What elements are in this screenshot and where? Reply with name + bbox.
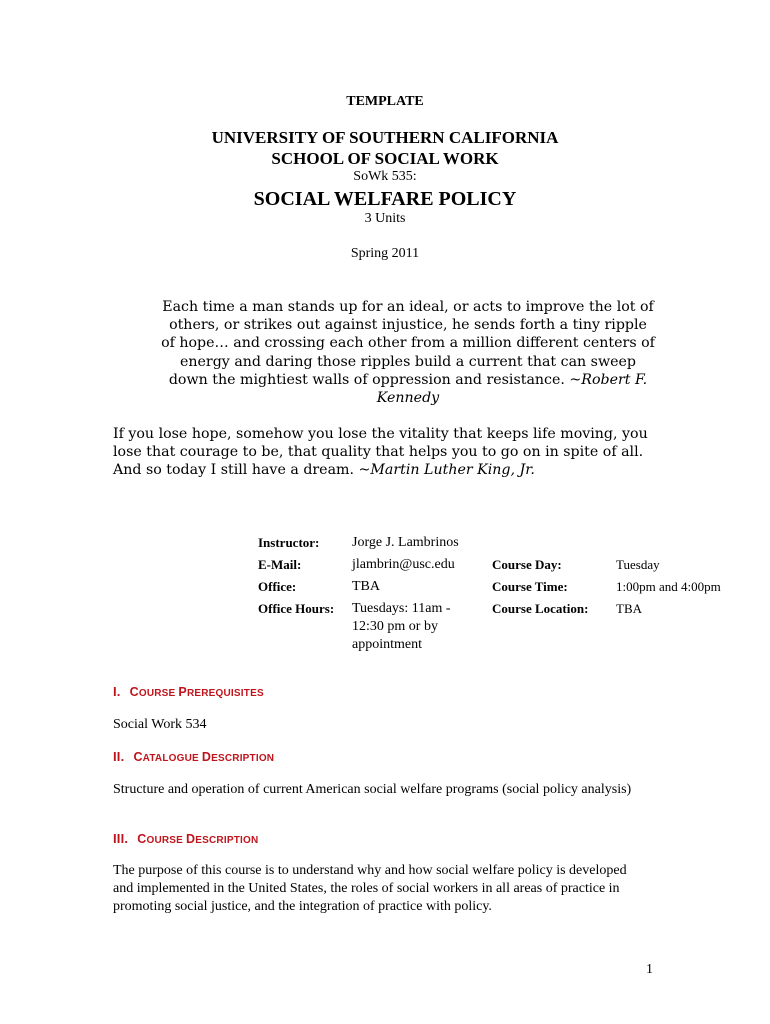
instructor-value: Jorge J. Lambrinos xyxy=(352,535,459,550)
course-time-label: Course Time: xyxy=(492,579,568,594)
instructor-label: Instructor: xyxy=(258,535,320,550)
heading-rest: OURSE xyxy=(138,688,179,699)
course-day-value: Tuesday xyxy=(616,557,660,572)
course-day-label: Course Day: xyxy=(492,557,562,572)
section-numeral: III. xyxy=(113,831,129,846)
page-number: 1 xyxy=(646,962,653,977)
office-value: TBA xyxy=(352,579,380,594)
heading-rest: ESCRIPTION xyxy=(211,753,275,764)
email-label: E-Mail: xyxy=(258,557,302,572)
template-label: TEMPLATE xyxy=(346,94,424,109)
kennedy-quote xyxy=(160,298,656,407)
kennedy-quote-text: Each time a man stands up for an ideal, or acts to improve the lot of others, or strikes out against injustice, he sends forth a tiny ripple of hope… and crossing each other from a million different centers of energy and daring those ripples build a current that can sweep down the mightiest walls of oppression and resistance. xyxy=(161,299,655,388)
king-quote-author: ~Martin Luther King, Jr. xyxy=(358,462,535,479)
school-name: SCHOOL OF SOCIAL WORK xyxy=(271,149,499,168)
heading-cap: D xyxy=(201,750,212,764)
course-location-value: TBA xyxy=(616,601,642,616)
heading-rest: ESCRIPTION xyxy=(195,835,259,846)
university-name: UNIVERSITY OF SOUTHERN CALIFORNIA xyxy=(211,128,559,147)
office-label: Office: xyxy=(258,579,297,594)
office-hours-label: Office Hours: xyxy=(258,601,335,616)
course-title: SOCIAL WELFARE POLICY xyxy=(253,188,517,210)
section-heading-course-description xyxy=(113,831,258,846)
section-heading-prerequisites xyxy=(113,684,264,699)
course-term: Spring 2011 xyxy=(350,246,420,261)
heading-cap: C xyxy=(137,832,147,846)
heading-rest: OURSE xyxy=(146,835,187,846)
section-numeral: II. xyxy=(113,749,125,764)
section-numeral: I. xyxy=(113,684,121,699)
course-time-value: 1:00pm and 4:00pm xyxy=(616,579,721,594)
office-hours-value: Tuesdays: 11am - 12:30 pm or by appointment xyxy=(352,601,451,652)
heading-rest: REREQUISITES xyxy=(186,688,264,699)
section-heading-catalogue-description xyxy=(113,749,274,764)
email-value: jlambrin@usc.edu xyxy=(352,557,455,572)
king-quote xyxy=(113,425,658,480)
heading-cap: P xyxy=(178,685,187,699)
section-body-prerequisites: Social Work 534 xyxy=(113,717,207,732)
kennedy-quote-author: ~Robert F. Kennedy xyxy=(376,371,648,407)
heading-cap: D xyxy=(186,832,196,846)
heading-cap: C xyxy=(133,750,143,764)
section-body-catalogue-description: Structure and operation of current American social welfare programs (social policy analysis) xyxy=(113,782,632,797)
heading-rest: ATALOGUE xyxy=(142,753,202,764)
course-code: SoWk 535: xyxy=(353,169,417,184)
section-body-course-description: The purpose of this course is to understand why and how social welfare policy is developed and implemented in the United States, the roles of social workers in all areas of practice in promoting social justice, and the integration of practice with policy. xyxy=(113,863,627,914)
king-quote-text: If you lose hope, somehow you lose the vitality that keeps life moving, you lose that courage to be, that quality that helps you to go on in spite of all. And so today I still have a dream. xyxy=(113,426,648,479)
course-location-label: Course Location: xyxy=(492,601,589,616)
heading-cap: C xyxy=(129,685,139,699)
course-units: 3 Units xyxy=(364,211,406,226)
